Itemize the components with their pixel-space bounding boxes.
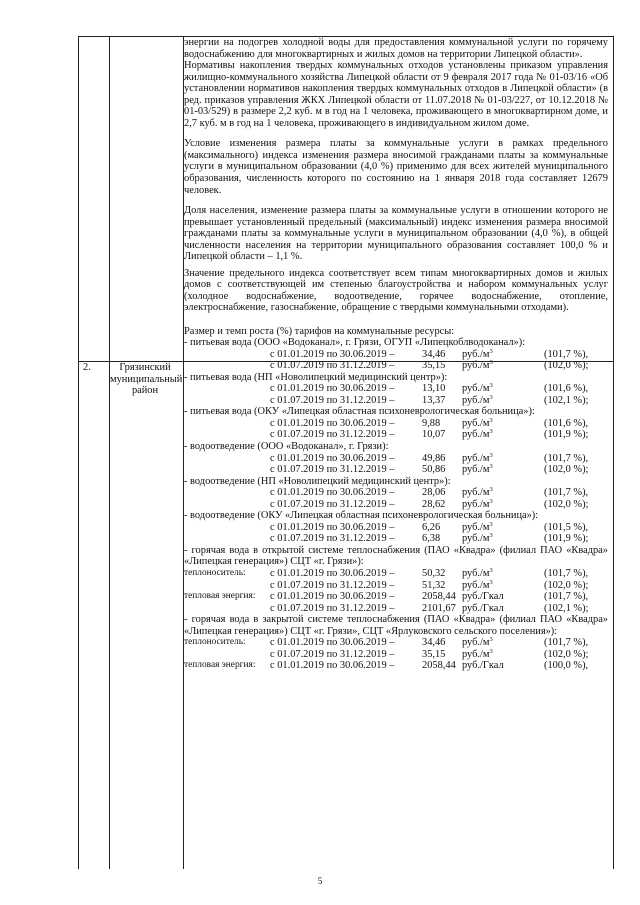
tariff-period-text: с 01.01.2019 по 30.06.2019 – (270, 452, 395, 464)
tariff-percent-text: (100,0 %), (544, 660, 589, 672)
tariff-percent-text: (101,7 %), (544, 637, 589, 649)
row2-intro: Значение предельного индекса соответствует всем типам многоквартирных домов и жилых домов с соответствующей им степенью благоустройства и набором коммунальных услуг (холодное водоснабжение, водоотведение, горячее водоснабжение, отопление, электроснабжение, газоснабжение, обращение с твердыми коммунальными отходами). (184, 267, 608, 314)
tariff-percent-text: (101,7 %), (544, 591, 589, 603)
tariff-label-text: тепловая энергия: (184, 660, 256, 671)
tariff-row (184, 591, 608, 603)
tariff-percent (544, 568, 588, 580)
tariff-group-head: - питьевая вода (НП «Новолипецкий медицинский центр»): (184, 371, 448, 383)
tariff-value-text: 2058,44 (422, 660, 456, 672)
cube-superscript: 3 (489, 567, 493, 575)
col-divider-1 (109, 37, 110, 869)
tariff-title: Размер и темп роста (%) тарифов на коммунальные ресурсы: (184, 325, 455, 337)
tariff-label-text: теплоноситель: (184, 568, 246, 579)
tariff-value-text: 9,88 (422, 417, 441, 429)
tariff-unit-text: руб./м (462, 487, 490, 499)
cube-superscript: 3 (489, 416, 493, 424)
tariff-row (184, 360, 608, 372)
tariff-percent (544, 453, 588, 465)
tariff-row (184, 418, 608, 430)
tariff-value-text: 50,32 (422, 568, 446, 580)
tariff-period-text: с 01.01.2019 по 30.06.2019 – (270, 568, 395, 580)
tariff-row (184, 429, 608, 441)
tariff-value (422, 429, 445, 441)
tariff-value-text: 49,86 (422, 452, 446, 464)
tariff-period (270, 591, 394, 603)
tariff-percent (544, 464, 588, 476)
tariff-value (422, 591, 456, 603)
tariff-group-head: - питьевая вода (ООО «Водоканал», г. Грязи, ОГУП «Липецкоблводоканал»): (184, 337, 526, 349)
tariff-unit-text: руб./м (462, 498, 490, 510)
tariff-percent-text: (102,0 %); (544, 498, 589, 510)
tariff-row (184, 349, 608, 361)
cube-superscript: 3 (489, 578, 493, 586)
tariff-period-text: с 01.01.2019 по 30.06.2019 – (270, 487, 395, 499)
tariff-label-text: теплоноситель: (184, 637, 246, 648)
tariff-period-text: с 01.07.2019 по 31.12.2019 – (270, 394, 395, 406)
cube-superscript: 3 (489, 463, 493, 471)
tariff-period (270, 499, 394, 511)
cube-superscript: 3 (489, 451, 493, 459)
tariff-percent-text: (101,9 %); (544, 429, 589, 441)
tariff-unit-text: руб./м (462, 417, 490, 429)
cube-superscript: 3 (489, 382, 493, 390)
tariff-period (270, 360, 394, 372)
tariff-percent-text: (101,5 %), (544, 521, 589, 533)
tariff-row (184, 533, 608, 545)
tariff-value-text: 34,46 (422, 348, 446, 360)
cube-superscript: 3 (489, 393, 493, 401)
tariff-percent-text: (102,0 %); (544, 464, 589, 476)
tariff-percent (544, 580, 588, 592)
tariff-period-text: с 01.01.2019 по 30.06.2019 – (270, 348, 395, 360)
tariff-group-head: - водоотведение (ООО «Водоканал», г. Грязи): (184, 441, 389, 452)
tariff-percent (544, 383, 588, 395)
tariff-percent-text: (101,9 %); (544, 533, 589, 545)
tariff-row (184, 522, 608, 534)
tariff-value (422, 499, 445, 511)
tariff-unit-text: руб./м (462, 348, 490, 360)
tariff-value-text: 10,07 (422, 429, 446, 441)
tariff-value (422, 464, 445, 476)
tariff-percent (544, 533, 588, 545)
tariff-value-text: 2058,44 (422, 591, 456, 603)
tariff-period (270, 453, 394, 465)
tariff-value (422, 522, 440, 534)
tariff-period-text: с 01.07.2019 по 31.12.2019 – (270, 498, 395, 510)
tariff-unit (462, 533, 493, 545)
tariff-percent-text: (102,1 %); (544, 602, 589, 614)
tariff-row (184, 637, 608, 649)
tariff-unit-text: руб./м (462, 648, 490, 660)
tariff-row (184, 603, 608, 615)
tariff-period (270, 418, 394, 430)
tariff-percent (544, 499, 588, 511)
tariff-unit-text: руб./м (462, 383, 490, 395)
tariff-unit-text: руб./м (462, 521, 490, 533)
tariff-percent (544, 429, 588, 441)
tariff-row (184, 383, 608, 395)
tariff-value (422, 568, 445, 580)
tariff-group-head: - водоотведение (ОКУ «Липецкая областная психоневрологическая больница»): (184, 510, 539, 522)
tariff-unit-text: руб./м (462, 579, 490, 591)
tariff-value (422, 360, 445, 372)
top-paragraph-3: Условие изменения размера платы за коммунальные услуги в рамках предельного (максимального) индекса изменения размера вносимой гражданами платы за коммунальные услуги в муниципальном образовании (4,0 %) применимо для всех жителей муниципального образования, численность которого по состоянию на 1 января 2018 года составляет 12679 человек. (184, 138, 608, 196)
tariff-percent-text: (101,7 %), (544, 348, 589, 360)
tariff-unit-text: руб./м (462, 568, 490, 580)
tariff-percent (544, 591, 588, 603)
tariff-unit (462, 499, 493, 511)
tariff-label (184, 568, 246, 580)
tariff-value (422, 383, 445, 395)
tariff-value (422, 533, 440, 545)
tariff-value-text: 28,06 (422, 487, 446, 499)
tariff-value-text: 35,15 (422, 360, 446, 372)
cube-superscript: 3 (489, 428, 493, 436)
tariff-row (184, 487, 608, 499)
tariff-unit (462, 568, 493, 580)
tariff-period-text: с 01.01.2019 по 30.06.2019 – (270, 521, 395, 533)
tariff-value (422, 418, 440, 430)
tariff-percent-text: (101,6 %), (544, 417, 589, 429)
tariff-row (184, 453, 608, 465)
tariff-period-text: с 01.01.2019 по 30.06.2019 – (270, 417, 395, 429)
tariff-value-text: 13,37 (422, 394, 446, 406)
tariff-percent-text: (101,7 %), (544, 568, 589, 580)
tariff-unit-text: руб./Гкал (462, 591, 504, 603)
tariff-value-text: 50,86 (422, 464, 446, 476)
tariff-period (270, 429, 394, 441)
tariff-row (184, 649, 608, 661)
tariff-unit (462, 660, 504, 672)
tariff-label (184, 591, 255, 603)
tariff-value (422, 395, 445, 407)
tariff-percent-text: (102,0 %); (544, 360, 589, 372)
tariff-label (184, 660, 255, 672)
tariff-value-text: 51,32 (422, 579, 446, 591)
tariff-unit-text: руб./Гкал (462, 602, 504, 614)
tariff-percent (544, 418, 588, 430)
tariff-period (270, 637, 394, 649)
tariff-period (270, 395, 394, 407)
tariff-unit (462, 464, 493, 476)
cube-superscript: 3 (489, 636, 493, 644)
tariff-list (184, 337, 608, 672)
tariff-row (184, 580, 608, 592)
top-paragraph-4: Доля населения, изменение размера платы за коммунальные услуги в отношении которого не превышает установленный предельный (максимальный) индекс изменения размера вносимой гражданами платы за коммунальные услуги в муниципальном образовании (4,0 %), в общей численности населения на территории муниципального образования составляет 100,0 % и Липецкой области – 1,1 %. (184, 205, 608, 263)
tariff-value (422, 580, 445, 592)
tariff-value-text: 34,46 (422, 637, 446, 649)
cube-superscript: 3 (489, 647, 493, 655)
tariff-period (270, 487, 394, 499)
top-paragraph-1: энергии на подогрев холодной воды для предоставления коммунальной услуги по горячему водоснабжению для многоквартирных и жилых домов на территории Липецкой области». (184, 37, 608, 60)
tariff-period (270, 568, 394, 580)
tariff-period-text: с 01.07.2019 по 31.12.2019 – (270, 648, 395, 660)
tariff-group-head: - горячая вода в закрытой системе теплоснабжения (ПАО «Квадра» (филиал ПАО «Квадра» «Липецкая генерация») СЦТ «г. Грязи», СЦТ «Ярлуковского сельского поселения»): (184, 614, 608, 637)
tariff-unit (462, 395, 493, 407)
tariff-percent (544, 649, 588, 661)
tariff-unit (462, 429, 493, 441)
tariff-row (184, 395, 608, 407)
tariff-unit-text: руб./м (462, 360, 490, 372)
tariff-unit (462, 360, 493, 372)
tariff-unit-text: руб./м (462, 533, 490, 545)
tariff-unit-text: руб./м (462, 637, 490, 649)
tariff-unit (462, 603, 504, 615)
tariff-row (184, 464, 608, 476)
tariff-period-text: с 01.01.2019 по 30.06.2019 – (270, 383, 395, 395)
tariff-period-text: с 01.07.2019 по 31.12.2019 – (270, 360, 395, 372)
tariff-percent (544, 660, 588, 672)
tariff-percent (544, 603, 588, 615)
tariff-percent (544, 487, 588, 499)
tariff-unit-text: руб./м (462, 452, 490, 464)
tariff-period (270, 533, 394, 545)
tariff-unit-text: руб./м (462, 464, 490, 476)
tariff-row (184, 660, 608, 672)
tariff-period (270, 383, 394, 395)
page-number: 5 (317, 876, 323, 886)
tariff-row (184, 568, 608, 580)
tariff-percent (544, 395, 588, 407)
content-column (184, 37, 608, 672)
tariff-value (422, 603, 456, 615)
tariff-group-head: - горячая вода в открытой системе теплоснабжения (ПАО «Квадра» (филиал ПАО «Квадра» «Липецкая генерация») СЦТ «г. Грязи»): (184, 544, 608, 568)
tariff-period-text: с 01.01.2019 по 30.06.2019 – (270, 591, 395, 603)
tariff-percent-text: (101,6 %), (544, 383, 589, 395)
tariff-period (270, 660, 394, 672)
row-number: 2. (83, 362, 91, 373)
tariff-value (422, 453, 445, 465)
tariff-unit (462, 591, 504, 603)
tariff-period-text: с 01.07.2019 по 31.12.2019 – (270, 602, 395, 614)
tariff-period (270, 349, 394, 361)
tariff-group-head: - питьевая вода (ОКУ «Липецкая областная психоневрологическая больница»): (184, 406, 535, 418)
cube-superscript: 3 (489, 532, 493, 540)
tariff-period-text: с 01.01.2019 по 30.06.2019 – (270, 660, 395, 672)
tariff-unit-text: руб./м (462, 394, 490, 406)
cube-superscript: 3 (489, 359, 493, 367)
tariff-period (270, 522, 394, 534)
tariff-period (270, 464, 394, 476)
tariff-label (184, 637, 246, 649)
cube-superscript: 3 (489, 486, 493, 494)
tariff-value-text: 2101,67 (422, 602, 456, 614)
tariff-value (422, 649, 445, 661)
tariff-percent-text: (102,0 %); (544, 648, 589, 660)
tariff-period-text: с 01.01.2019 по 30.06.2019 – (270, 637, 395, 649)
tariff-period-text: с 01.07.2019 по 31.12.2019 – (270, 429, 395, 441)
tariff-unit (462, 487, 493, 499)
cube-superscript: 3 (489, 520, 493, 528)
tariff-period-text: с 01.07.2019 по 31.12.2019 – (270, 533, 395, 545)
tariff-percent (544, 522, 588, 534)
tariff-value (422, 487, 445, 499)
tariff-percent (544, 637, 588, 649)
tariff-value-text: 13,10 (422, 383, 446, 395)
tariff-value-text: 6,38 (422, 533, 441, 545)
tariff-percent-text: (102,1 %); (544, 394, 589, 406)
tariff-value-text: 6,26 (422, 521, 441, 533)
tariff-value (422, 660, 456, 672)
cube-superscript: 3 (489, 497, 493, 505)
cube-superscript: 3 (489, 347, 493, 355)
tariff-group-head: - водоотведение (НП «Новолипецкий медицинский центр»): (184, 475, 451, 487)
tariff-row (184, 499, 608, 511)
district-name: Грязинский муниципальный район (110, 362, 183, 397)
tariff-unit (462, 649, 493, 661)
tariff-percent (544, 360, 588, 372)
tariff-percent-text: (102,0 %); (544, 579, 589, 591)
tariff-period-text: с 01.07.2019 по 31.12.2019 – (270, 464, 395, 476)
tariff-label-text: тепловая энергия: (184, 591, 256, 602)
tariff-percent (544, 349, 588, 361)
tariff-period (270, 603, 394, 615)
tariff-value-text: 35,15 (422, 648, 446, 660)
tariff-value (422, 349, 445, 361)
top-paragraph-2: Нормативы накопления твердых коммунальных отходов установлены приказом управления жилищно-коммунального хозяйства Липецкой области от 9 февраля 2017 года № 01-03/16 «Об установлении нормативов накопления твердых коммунальных отходов в Липецкой области» (в ред. приказов управления ЖКХ Липецкой области от 11.07.2018 № 01-03/227, от 10.12.2018 № 01-03/529) в размере 2,2 куб. м в год на 1 человека, проживающего в многоквартирном доме, и 2,7 куб. м в год на 1 человека, проживающего в индивидуальном жилом доме. (184, 60, 608, 129)
tariff-value-text: 28,62 (422, 498, 446, 510)
tariff-period-text: с 01.07.2019 по 31.12.2019 – (270, 579, 395, 591)
tariff-period (270, 649, 394, 661)
tariff-unit-text: руб./Гкал (462, 660, 504, 672)
tariff-percent-text: (101,7 %), (544, 452, 589, 464)
tariff-percent-text: (101,7 %), (544, 487, 589, 499)
tariff-unit-text: руб./м (462, 429, 490, 441)
tariff-unit (462, 580, 493, 592)
tariff-period (270, 580, 394, 592)
tariff-value (422, 637, 445, 649)
